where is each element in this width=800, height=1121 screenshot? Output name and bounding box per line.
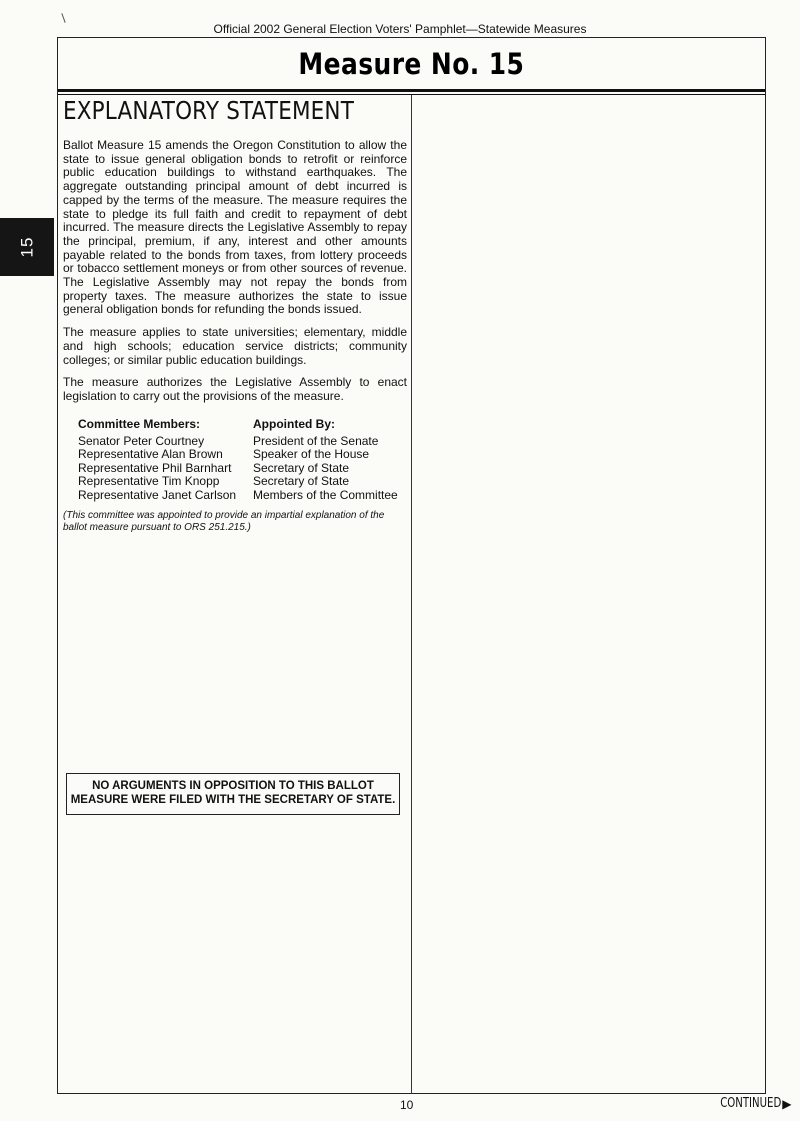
statement-paragraph: The measure authorizes the Legislative Assembly to enact legislation to carry out the provisions of the measure.: [63, 375, 407, 403]
committee-header-row: [78, 418, 410, 431]
notice-line-1: NO ARGUMENTS IN OPPOSITION TO THIS BALLOT: [92, 780, 374, 792]
committee-row: [78, 489, 410, 502]
appointed-by: Secretary of State: [253, 460, 350, 475]
committee-row: [78, 462, 410, 475]
statement-paragraph: The measure applies to state universities; elementary, middle and high schools; education service districts; community colleges; or similar public education buildings.: [63, 325, 407, 367]
committee-member: Representative Janet Carlson: [78, 487, 237, 502]
title-rule-thick: [58, 89, 765, 92]
appointed-by: Speaker of the House: [253, 447, 370, 462]
title-band: [58, 38, 765, 92]
appointed-by-header: Appointed By:: [253, 416, 335, 431]
right-arrow-icon: ▶: [782, 1096, 792, 1111]
page-number: 10: [400, 1098, 414, 1112]
committee-member: Representative Phil Barnhart: [78, 460, 232, 475]
appointed-by: Secretary of State: [253, 474, 350, 489]
continued-indicator: [703, 1096, 792, 1111]
committee-row: [78, 435, 410, 448]
no-arguments-notice: [66, 773, 400, 815]
appointed-by: Members of the Committee: [253, 487, 398, 502]
statement-paragraph: Ballot Measure 15 amends the Oregon Constitution to allow the state to issue general obligation bonds to retrofit or reinforce public education buildings to withstand earthquakes. The aggregate outstanding principal amount of debt incurred is capped by the terms of the measure. The measure requires the state to pledge its full faith and credit to repayment of debt incurred. The measure directs the Legislative Assembly to repay the principal, premium, if any, interest and other amounts payable related to the bonds from taxes, from lottery proceeds or tobacco settlement moneys or from other sources of revenue. The Legislative Assembly may not repay the bonds from property taxes. The measure authorizes the state to issue general obligation bonds for refunding the bonds issued.: [63, 138, 407, 317]
page-frame: [57, 37, 766, 1094]
side-tab-number: 15: [16, 236, 36, 258]
committee-row: [78, 448, 410, 461]
explanatory-statement-heading: EXPLANATORY STATEMENT: [63, 96, 355, 125]
measure-side-tab: [0, 218, 54, 276]
committee-member: Representative Alan Brown: [78, 447, 223, 462]
committee-member: Senator Peter Courtney: [78, 434, 205, 449]
committee-member: Representative Tim Knopp: [78, 474, 220, 489]
committee-note: (This committee was appointed to provide an impartial explanation of the ballot measure pursuant to ORS 251.215.): [63, 510, 385, 534]
committee-members-header: Committee Members:: [78, 416, 201, 431]
left-column: [63, 96, 407, 534]
continued-label: CONTINUED: [720, 1096, 782, 1111]
committee-row: [78, 475, 410, 488]
notice-line-2: MEASURE WERE FILED WITH THE SECRETARY OF STATE.: [70, 794, 396, 806]
running-header: Official 2002 General Election Voters' Pamphlet—Statewide Measures: [213, 22, 587, 36]
measure-title: Measure No. 15: [298, 47, 525, 81]
appointed-by: President of the Senate: [253, 434, 379, 449]
committee-table: [78, 418, 410, 502]
column-divider: [411, 95, 412, 1094]
